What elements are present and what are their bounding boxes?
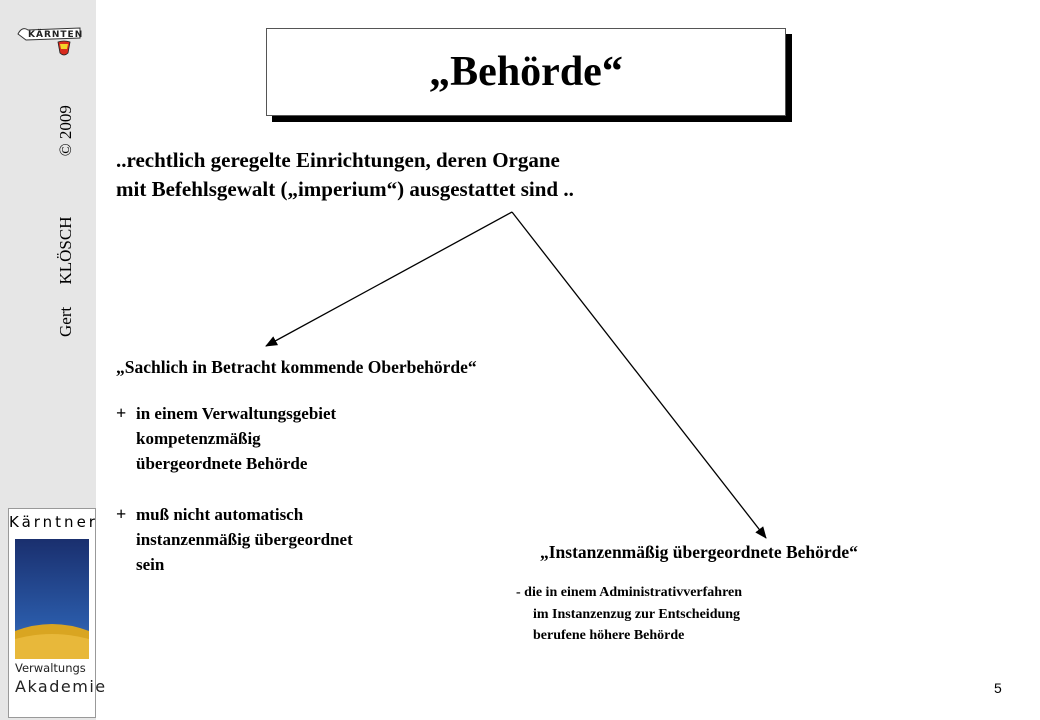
author-first-name: Gert bbox=[56, 306, 75, 337]
akademie-name-line1: Verwaltungs bbox=[15, 661, 86, 675]
list-item bbox=[116, 502, 353, 577]
left-branch-heading: „Sachlich in Betracht kommende Oberbehörde“ bbox=[116, 357, 477, 377]
akademie-logo bbox=[8, 508, 107, 718]
author-last-name: KLÖSCH bbox=[56, 216, 75, 285]
plus-icon: + bbox=[116, 504, 127, 524]
definition-line: ..rechtlich geregelte Einrichtungen, deren Organe bbox=[116, 148, 560, 172]
right-branch-heading: „Instanzenmäßig übergeordnete Behörde“ bbox=[540, 542, 858, 562]
slide-title: „Behörde“ bbox=[429, 49, 623, 95]
list-item-text: sein bbox=[136, 555, 165, 574]
author-credit bbox=[56, 87, 76, 337]
akademie-region-label: Kärntner bbox=[9, 513, 98, 531]
sidebar bbox=[0, 0, 107, 720]
list-item-text: in einem Verwaltungsgebiet bbox=[136, 404, 337, 423]
definition-line: mit Befehlsgewalt („imperium“) ausgestattet sind .. bbox=[116, 177, 574, 201]
title-box bbox=[266, 28, 786, 116]
list-item-text: übergeordnete Behörde bbox=[136, 454, 308, 473]
page-number: 5 bbox=[994, 680, 1002, 696]
list-item-text: kompetenzmäßig bbox=[136, 429, 261, 448]
right-branch-list bbox=[516, 582, 742, 647]
list-item bbox=[116, 401, 353, 476]
arrow-right bbox=[512, 212, 766, 538]
left-branch-list bbox=[116, 401, 353, 603]
akademie-name-line2: Akademie bbox=[15, 677, 107, 696]
svg-text:KÄRNTEN: KÄRNTEN bbox=[28, 30, 84, 40]
list-item-text: berufene höhere Behörde bbox=[533, 628, 685, 643]
definition-text bbox=[116, 146, 574, 204]
arrow-left bbox=[266, 212, 512, 346]
list-item-text: - die in einem Administrativverfahren bbox=[516, 585, 743, 600]
list-item-text: im Instanzenzug zur Entscheidung bbox=[533, 606, 741, 622]
akademie-painting bbox=[15, 539, 89, 659]
list-item-text: instanzenmäßig übergeordnet bbox=[136, 530, 353, 549]
list-item-text: muß nicht automatisch bbox=[136, 505, 304, 524]
kaernten-logo bbox=[14, 20, 84, 60]
copyright-year: © 2009 bbox=[56, 105, 75, 157]
plus-icon: + bbox=[116, 403, 127, 423]
